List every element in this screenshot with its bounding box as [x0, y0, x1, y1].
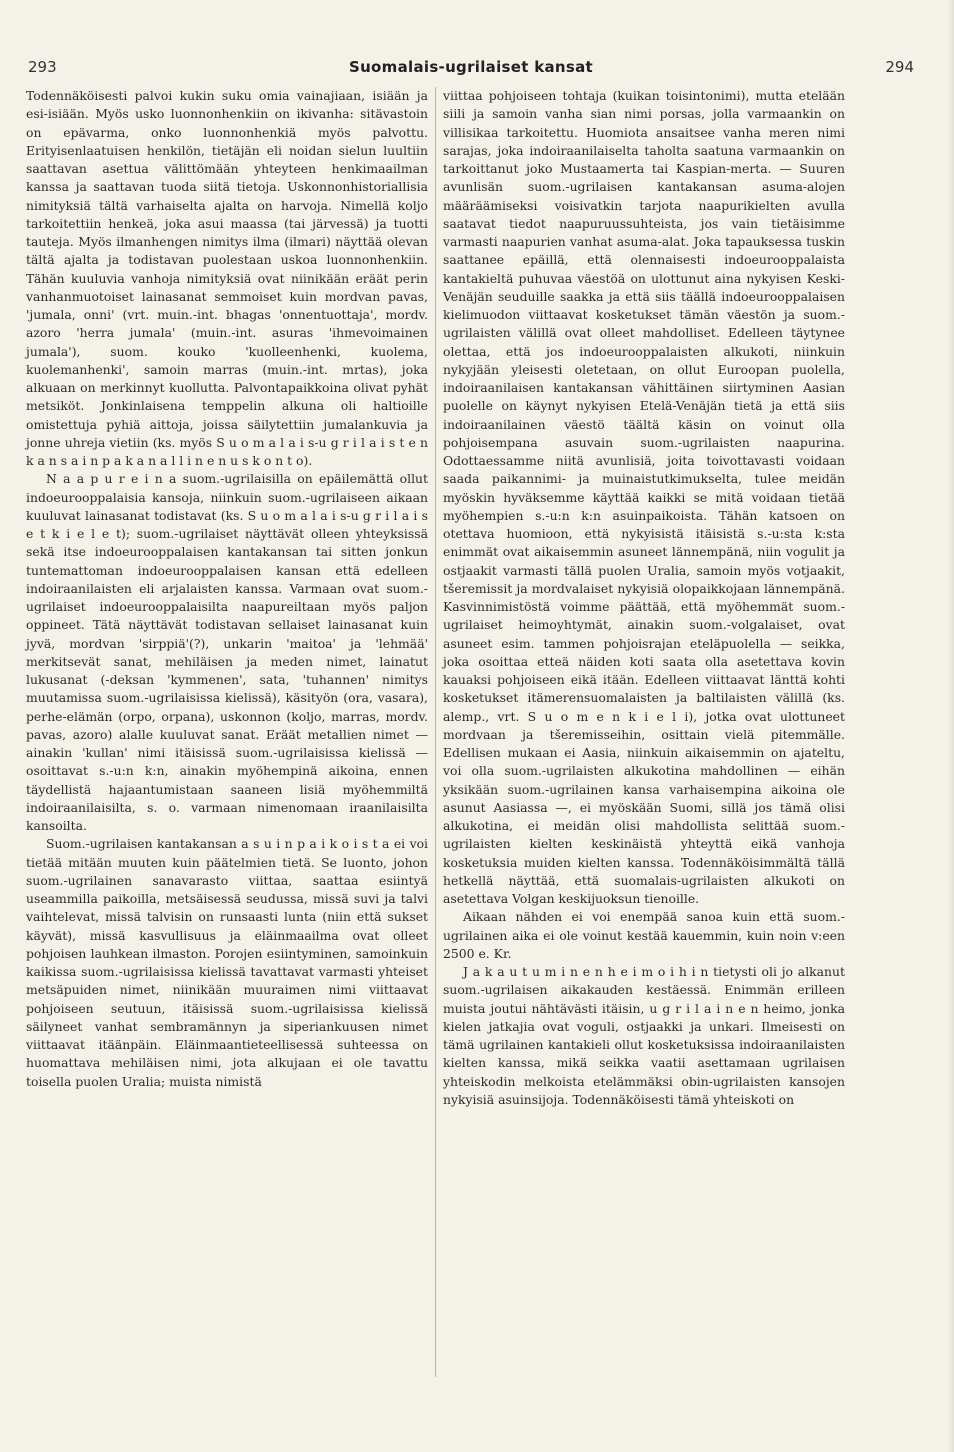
column-divider — [435, 87, 436, 1377]
paragraph: N a a p u r e i n a suom.-ugrilaisilla on epäilemättä ollut indoeurooppalaisia kansoja, niinkuin suom.-ugrilaiseen aikaan kuuluvat lainasanat todistavat (ks. S u o m a l a i s-u g r i l a i s e t k i e l e t); suom.-ugrilaiset näyttävät olleen yhteyksissä sekä itse indoeurooppalaisen kantakansan tai sitten jonkun tuntemattoman indoeurooppalaisen kansan että edelleen indoiraanilaisten eli arjalaisten kanssa. Varmaan ovat suom.-ugrilaiset indoeurooppalaisilta naapureiltaan myös paljon oppineet. Tätä näyttävät todistavan sellaiset lainasanat kuin jyvä, mordvan 'sirppiä'(?), unkarin 'maitoa' ja 'lehmää' merkitsevät sanat, mehiläisen ja meden nimet, lainatut lukusanat (-deksan 'kymmenen', sata, 'tuhannen' nimitys muutamissa suom.-ugrilaisissa kielissä), käsityön (ora, vasara), perhe-elämän (orpo, orpana), uskonnon (koljo, marras, mordv. pavas, azoro) alalle kuuluvat sanat. Eräät metallien nimet — ainakin 'kullan' nimi itäisissä suom.-ugrilaisissa kielissä — osoittavat s.-u:n k:n, ainakin myöhempinä aikoina, ennen täydellistä hajaantumistaan saaneen lisiä myöhemmiltä indoiraanilaisilta, s. o. varmaan nimenomaan iraanilaisilta kansoilta. — [26, 471, 428, 833]
right-column — [443, 87, 845, 1109]
paragraph: viittaa pohjoiseen tohtaja (kuikan toisintonimi), mutta etelään siili ja samoin vanha sian nimi porsas, jolla varmaankin on villisikaa tarkoitettu. Huomiota ansaitsee vanha meren nimi sarajas, joka indoiraanilaiselta taholta saatuna varmaankin on tarkoittanut joko Mustaamerta tai Kaspian-merta. — Suuren avunlisän suom.-ugrilaisen kantakansan asuma-alojen määräämiseksi voisivatkin tarjota naapurikielten avulla saatavat tiedot naapuruussuhteista, jos vain tietäisimme varmasti naapurien vanhat asuma-alat. Joka tapauksessa tuskin saattanee epäillä, että olennaisesti indoeurooppalaista kantakieltä puhuvaa väestöä on ulottunut aina nykyisen Keski-Venäjän seuduille saakka ja että siis täällä indoeurooppalaisen kielimuodon viittaavat kosketukset tämän väestön ja suom.-ugrilaisten välillä ovat olleet mahdolliset. Edelleen täytynee olettaa, että jos indoeurooppalaisten alkukoti, niinkuin nykyjään yleisesti oletetaan, on ollut Euroopan puolella, indoiraanilaisen kantakansan vähittäinen siirtyminen Aasian puolelle on käynyt nykyisen Etelä-Venäjän tietä ja että siis indoiraanilainen väestö täältä käsin on voinut olla pohjoisempana asuvain suom.-ugrilaisten naapurina. Odottaessamme niitä avunlisiä, joita toivottavasti voidaan saada paikannimi- ja muinaistutkimukselta, tulee meidän myöskin hyväksemme käyttää kaikki se mitä voidaan tietää myöhempien s.-u:n k:n asuinpaikoista. Tähän katsoen on otettava huomioon, että nykyisistä itäisistä s.-u:sta k:sta enimmät ovat aikaisemmin asuneet lännempänä, niin vogulit ja ostjaakit varmasti tällä puolen Uralia, samoin myös votjaakit, tšeremissit ja mordvalaiset nykyisiä olopaikkojaan lännempänä. Kasvinnimistöstä voimme päättää, että myöhemmät suom.-ugrilaiset heimoyhtymät, ainakin suom.-volgalaiset, ovat asuneet esim. tammen pohjoisrajan eteläpuolella — seikka, joka osoittaa etteä näiden koti saata olla asetettava kovin kauaksi pohjoiseen eikä itään. Edelleen viittaavat länttä kohti kosketukset itämerensuomalaisten ja baltilaisten välillä (ks. alemp., vrt. S u o m e n k i e l i), jotka ovat ulottuneet mordvaan ja tšeremisseihin, osittain vielä pitemmälle. Edellisen mukaan ei Aasia, niinkuin aikaisemmin on ajateltu, voi olla suom.-ugrilaisten alkukotina mahdollinen — eihän yksikään suom.-ugrilainen kansa varhaisempina aikoina ole asunut Aasiassa —, ei myöskään Suomi, sillä jos tämä olisi alkukotina, ei meidän olisi mahdollista selittää suom.-ugrilaisten kielten keskinäistä yhteyttä eikä vanhoja kosketuksia muiden kielten kanssa. Todennäköisimmältä tällä hetkellä näyttää, että suomalais-ugrilaisten alkukoti on asetettava Volgan keskijuoksun tienoille. — [443, 88, 845, 906]
page-number-left: 293 — [28, 58, 57, 76]
page-edge-shadow — [948, 0, 954, 1452]
paragraph: Aikaan nähden ei voi enempää sanoa kuin että suom.-ugrilainen aika ei ole voinut kestää kauemmin, kuin noin v:een 2500 e. Kr. — [443, 909, 845, 961]
running-title: Suomalais-ugrilaiset kansat — [348, 58, 594, 76]
paragraph: J a k a u t u m i n e n h e i m o i h i n tietysti oli jo alkanut suom.-ugrilaisen aikakauden kestäessä. Enimmän erilleen muista joutui nähtävästi itäisin, u g r i l a i n e n heimo, jonka kielen jatkajia ovat voguli, ostjaakki ja unkari. Ilmeisesti on tämä ugrilainen kantakieli ollut kosketuksissa indoiraanilaisten kielten kanssa, mikä seikka vaatii asettamaan ugrilaisen yhteiskodin melkoista etelämmäksi obin-ugrilaisten kansojen nykyisiä asuinsijoja. Todennäköisesti tämä yhteiskoti on — [443, 964, 845, 1107]
page-header — [28, 58, 914, 82]
left-column — [26, 87, 428, 1091]
paragraph: Suom.-ugrilaisen kantakansan a s u i n p a i k o i s t a ei voi tietää mitään muuten kuin päätelmien tietä. Se luonto, johon suom.-ugrilainen sanavarasto viittaa, saattaa esiintyä useammilla paikoilla, metsäisessä seudussa, missä suvi ja talvi vaihtelevat, missä talvisin on runsaasti lunta (niin että sukset käyvät), missä kasvullisuus ja eläinmaailma ovat olleet pohjoisen lauhkean ilmaston. Porojen esiintyminen, samoinkuin kaikissa suom.-ugrilaisissa kielissä tavattavat varmasti yhteiset metsäpuiden nimet, niinikään muuraimen nimi viittaavat pohjoiseen seutuun, itäisissä suom.-ugrilaisissa kielissä säilyneet vanhat sembramännyn ja siperiankuusen nimet viittaavat itäänpäin. Eläinmaantieteellisessä suhteessa on huomattava mehiläisen nimi, jota alkujaan ei ole tavattu toisella puolen Uralia; muista nimistä — [26, 836, 428, 1089]
paragraph: Todennäköisesti palvoi kukin suku omia vainajiaan, isiään ja esi-isiään. Myös usko luonnonhenkiin on ikivanha: sitävastoin on epävarma, onko luonnonhenkiä myös palvottu. Erityisenlaatuisen henkilön, tietäjän eli noidan sielun luultiin saattavan asettua välittömään yhteyteen henkimaailman kanssa ja saattavan tuoda siitä tietoja. Uskonnonhistoriallisia nimityksiä tältä varhaiselta ajalta on harvoja. Nimellä koljo tarkoitettiin henkeä, joka asui maassa (tai järvessä) ja tuotti tauteja. Myös ilmanhengen nimitys ilma (ilmari) näyttää olevan tältä ajalta ja todistavan puolestaan uskoa luonnonhenkiin. Tähän kuuluvia vanhoja nimityksiä ovat niinikään eräät perin vanhanmuotoiset lainasanat semmoiset kuin mordvan pavas, 'jumala, onni' (vrt. muin.-int. bhagas 'onnentuottaja', mordv. azoro 'herra jumala' (muin.-int. asuras 'ihmevoimainen jumala'), suom. kouko 'kuolleenhenki, kuolema, kuolemanhenki', samoin marras (muin.-int. mrtas), joka alkuaan on merkinnyt kuollutta. Palvontapaikkoina olivat pyhät metsiköt. Jonkinlaisena temppelin alkuna oli haltioille omistettuja pyhiä aittoja, joissa säilytettiin jumalankuvia ja jonne uhreja vietiin (ks. myös S u o m a l a i s-u g r i l a i s t e n k a n s a i n p a k a n a l l i n e n u s k o n t o). — [26, 88, 428, 468]
page-number-right: 294 — [885, 58, 914, 76]
